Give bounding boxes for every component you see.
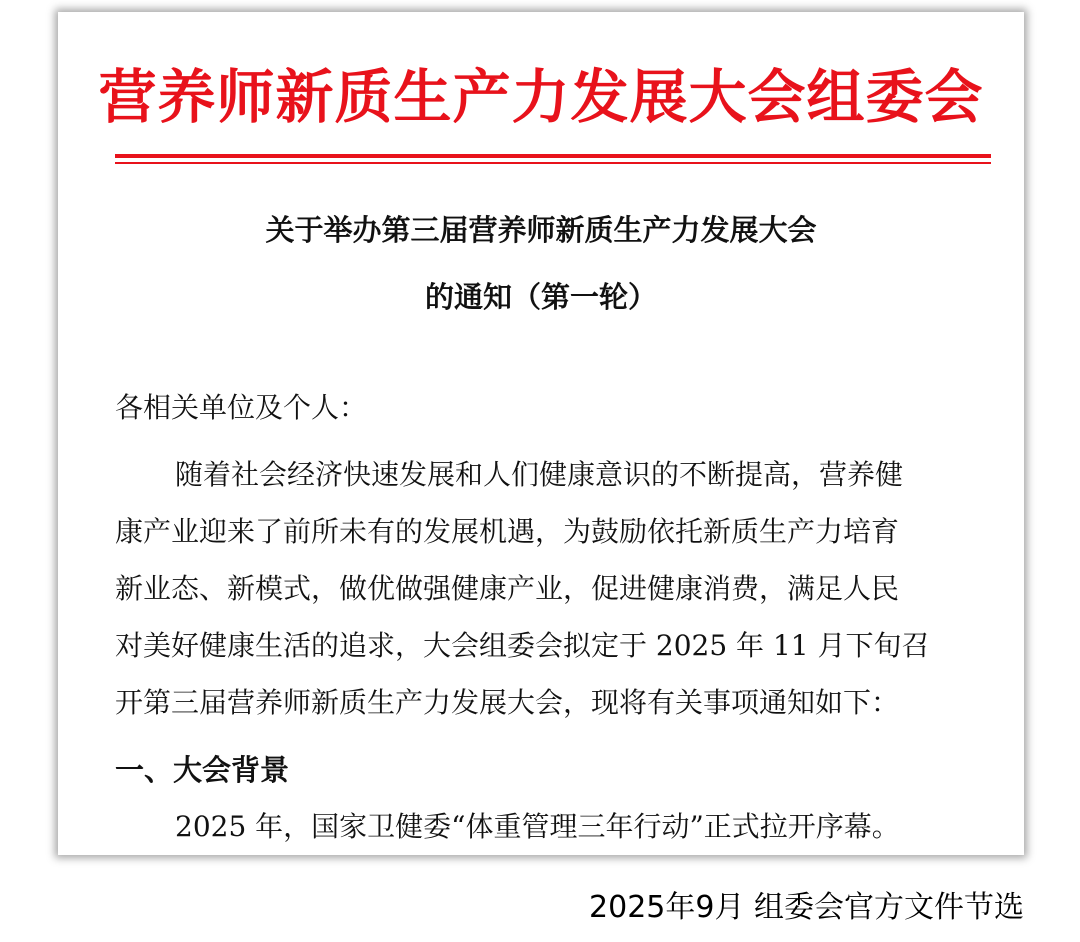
paragraph-line: 开第三届营养师新质生产力发展大会，现将有关事项通知如下： [115,686,900,719]
header-divider-thin [115,162,991,164]
paragraph-line: 对美好健康生活的追求，大会组委会拟定于 2025 年 11 月下旬召 [115,629,930,662]
document-page [58,12,1024,855]
image-caption: 2025年9月 组委会官方文件节选 [589,890,1024,925]
section-heading: 一、大会背景 [115,753,290,787]
paragraph-line: 康产业迎来了前所未有的发展机遇，为鼓励依托新质生产力培育 [115,515,900,548]
document-title-line-2: 的通知（第一轮） [424,280,657,314]
section-paragraph-line: 2025 年，国家卫健委“体重管理三年行动”正式拉开序幕。 [175,810,900,843]
document-title-line-1: 关于举办第三届营养师新质生产力发展大会 [265,213,817,247]
org-header: 营养师新质生产力发展大会组委会 [98,63,984,131]
paragraph-line: 新业态、新模式，做优做强健康产业，促进健康消费，满足人民 [115,572,900,605]
salutation: 各相关单位及个人： [115,391,368,424]
paragraph-line: 随着社会经济快速发展和人们健康意识的不断提高，营养健 [175,458,904,491]
header-divider-thick [115,154,991,158]
